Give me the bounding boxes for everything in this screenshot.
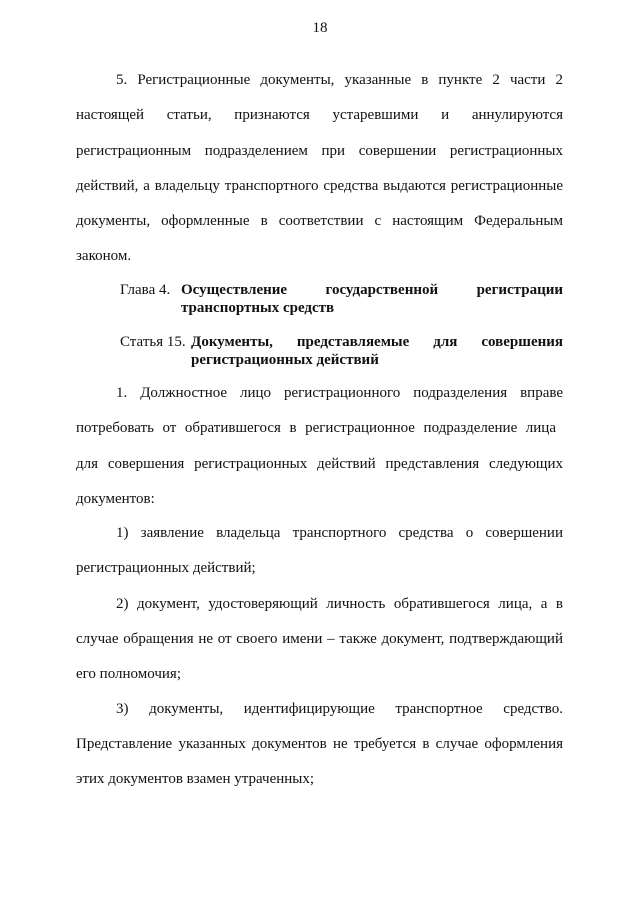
chapter-heading (120, 281, 563, 317)
page-number: 18 (312, 20, 328, 36)
chapter-title-line-2: транспортных средств (181, 300, 335, 316)
paragraph-5-line-1: 5. Регистрационные документы, указанные в пункте 2 части 2 (116, 72, 563, 88)
article-title-line-2: регистрационных действий (191, 352, 379, 368)
point-1-line-2: потребовать от обратившегося в регистрационное подразделение лица (76, 420, 556, 436)
article-heading (120, 333, 563, 369)
chapter-title-line-1: Осуществление государственной регистрации (181, 282, 563, 298)
item-2-line-2: случае обращения не от своего имени – также документ, подтверждающий (76, 631, 563, 647)
item-1-line-1: 1) заявление владельца транспортного средства о совершении (116, 525, 563, 541)
chapter-label: Глава 4. (120, 282, 171, 298)
point-1-line-1: 1. Должностное лицо регистрационного подразделения вправе (116, 385, 563, 401)
item-2-line-3: его полномочия; (76, 666, 181, 682)
point-1-line-4: документов: (76, 491, 155, 507)
item-2-line-1: 2) документ, удостоверяющий личность обратившегося лица, а в (116, 596, 563, 612)
article-title (191, 333, 563, 369)
paragraph-5-line-3: регистрационным подразделением при совершении регистрационных (76, 143, 563, 159)
article-label: Статья 15. (120, 334, 186, 350)
chapter-title (181, 281, 563, 317)
item-1-line-2: регистрационных действий; (76, 560, 256, 576)
paragraph-5-line-6: законом. (76, 248, 132, 264)
paragraph-5-line-2: настоящей статьи, признаются устаревшими и аннулируются (76, 107, 563, 123)
article-title-line-1: Документы, представляемые для совершения (191, 334, 563, 350)
item-3-line-2: Представление указанных документов не требуется в случае оформления (76, 736, 563, 752)
paragraph-5-line-5: документы, оформленные в соответствии с настоящим Федеральным (76, 213, 563, 229)
paragraph-5-line-4: действий, а владельцу транспортного средства выдаются регистрационные (76, 178, 563, 194)
item-3-line-3: этих документов взамен утраченных; (76, 771, 315, 787)
point-1-line-3: для совершения регистрационных действий представления следующих (76, 456, 563, 472)
item-3-line-1: 3) документы, идентифицирующие транспортное средство. (116, 701, 563, 717)
